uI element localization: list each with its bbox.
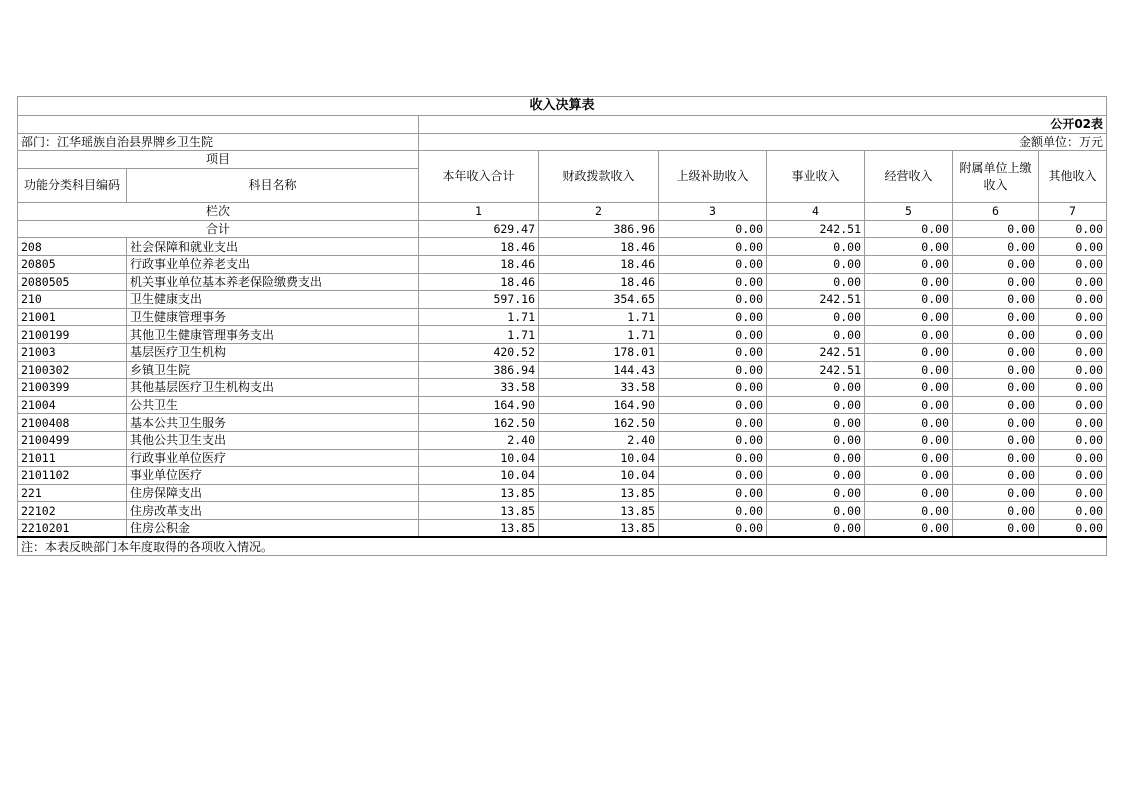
amount-cell: 0.00 (767, 431, 865, 449)
amount-cell: 0.00 (865, 467, 953, 485)
subject-name: 住房公积金 (127, 519, 419, 537)
subject-name: 其他公共卫生支出 (127, 431, 419, 449)
amount-cell: 0.00 (659, 484, 767, 502)
amount-cell: 18.46 (539, 238, 659, 256)
amount-cell: 597.16 (419, 291, 539, 309)
amount-cell: 0.00 (1039, 467, 1107, 485)
header-col7: 其他收入 (1039, 151, 1107, 203)
amount-cell: 0.00 (953, 467, 1039, 485)
amount-cell: 0.00 (1039, 326, 1107, 344)
subject-name: 基本公共卫生服务 (127, 414, 419, 432)
subject-code: 22102 (18, 502, 127, 520)
total-value: 0.00 (659, 220, 767, 238)
department-label: 部门：江华瑶族自治县界牌乡卫生院 (18, 133, 419, 151)
amount-cell: 0.00 (865, 484, 953, 502)
amount-cell: 0.00 (1039, 343, 1107, 361)
total-value: 386.96 (539, 220, 659, 238)
subject-code: 2210201 (18, 519, 127, 537)
amount-cell: 0.00 (767, 396, 865, 414)
column-index: 7 (1039, 203, 1107, 221)
table-row (18, 519, 1107, 537)
amount-cell: 2.40 (539, 431, 659, 449)
amount-cell: 0.00 (1039, 431, 1107, 449)
amount-cell: 0.00 (865, 308, 953, 326)
column-index: 6 (953, 203, 1039, 221)
amount-cell: 0.00 (953, 361, 1039, 379)
amount-cell: 162.50 (419, 414, 539, 432)
table-row (18, 379, 1107, 397)
amount-cell: 0.00 (953, 291, 1039, 309)
header-col6: 附属单位上缴收入 (953, 151, 1039, 203)
amount-cell: 13.85 (419, 484, 539, 502)
amount-cell: 0.00 (953, 255, 1039, 273)
amount-cell: 0.00 (1039, 291, 1107, 309)
subject-code: 21003 (18, 343, 127, 361)
amount-cell: 0.00 (659, 449, 767, 467)
amount-cell: 164.90 (539, 396, 659, 414)
subject-code: 20805 (18, 255, 127, 273)
amount-cell: 0.00 (865, 449, 953, 467)
amount-cell: 420.52 (419, 343, 539, 361)
subject-code: 221 (18, 484, 127, 502)
table-code: 公开02表 (419, 116, 1107, 134)
amount-cell: 0.00 (953, 326, 1039, 344)
amount-cell: 10.04 (419, 449, 539, 467)
amount-cell: 0.00 (953, 449, 1039, 467)
amount-cell: 13.85 (539, 519, 659, 537)
amount-cell: 0.00 (659, 291, 767, 309)
amount-cell: 0.00 (767, 308, 865, 326)
amount-cell: 13.85 (419, 502, 539, 520)
total-value: 629.47 (419, 220, 539, 238)
amount-cell: 0.00 (1039, 379, 1107, 397)
subject-name: 事业单位医疗 (127, 467, 419, 485)
amount-cell: 242.51 (767, 343, 865, 361)
amount-cell: 0.00 (659, 467, 767, 485)
amount-cell: 0.00 (865, 255, 953, 273)
subject-code: 2100399 (18, 379, 127, 397)
amount-cell: 0.00 (767, 484, 865, 502)
amount-cell: 0.00 (865, 343, 953, 361)
table-row (18, 273, 1107, 291)
amount-cell: 2.40 (419, 431, 539, 449)
amount-cell: 0.00 (767, 379, 865, 397)
table-row (18, 396, 1107, 414)
subject-name: 其他基层医疗卫生机构支出 (127, 379, 419, 397)
table-row (18, 449, 1107, 467)
amount-cell: 0.00 (953, 308, 1039, 326)
header-col1: 本年收入合计 (419, 151, 539, 203)
amount-cell: 0.00 (659, 361, 767, 379)
table-row (18, 484, 1107, 502)
report-title: 收入决算表 (18, 97, 1107, 116)
amount-cell: 18.46 (419, 255, 539, 273)
amount-cell: 0.00 (1039, 414, 1107, 432)
amount-cell: 0.00 (1039, 255, 1107, 273)
amount-cell: 0.00 (659, 396, 767, 414)
amount-cell: 0.00 (659, 502, 767, 520)
amount-cell: 0.00 (659, 308, 767, 326)
amount-cell: 0.00 (1039, 449, 1107, 467)
amount-cell: 0.00 (767, 326, 865, 344)
amount-cell: 164.90 (419, 396, 539, 414)
amount-cell: 0.00 (953, 273, 1039, 291)
amount-cell: 0.00 (865, 519, 953, 537)
total-label: 合计 (18, 220, 419, 238)
amount-cell: 0.00 (1039, 396, 1107, 414)
column-index: 2 (539, 203, 659, 221)
amount-cell: 0.00 (767, 238, 865, 256)
amount-cell: 0.00 (1039, 502, 1107, 520)
subject-code: 21001 (18, 308, 127, 326)
amount-cell: 0.00 (1039, 484, 1107, 502)
subject-name: 公共卫生 (127, 396, 419, 414)
subject-code: 2101102 (18, 467, 127, 485)
total-value: 0.00 (953, 220, 1039, 238)
amount-cell: 354.65 (539, 291, 659, 309)
amount-cell: 0.00 (953, 519, 1039, 537)
header-item: 项目 (18, 151, 419, 169)
amount-cell: 0.00 (1039, 308, 1107, 326)
amount-cell: 0.00 (659, 519, 767, 537)
amount-cell: 0.00 (865, 396, 953, 414)
table-row (18, 431, 1107, 449)
amount-cell: 0.00 (865, 361, 953, 379)
amount-cell: 0.00 (865, 291, 953, 309)
amount-cell: 0.00 (953, 484, 1039, 502)
amount-cell: 0.00 (865, 414, 953, 432)
amount-cell: 18.46 (539, 273, 659, 291)
amount-cell: 0.00 (659, 326, 767, 344)
subject-code: 21004 (18, 396, 127, 414)
subject-name: 乡镇卫生院 (127, 361, 419, 379)
amount-cell: 0.00 (659, 379, 767, 397)
subject-name: 卫生健康支出 (127, 291, 419, 309)
amount-cell: 178.01 (539, 343, 659, 361)
subject-code: 21011 (18, 449, 127, 467)
amount-cell: 0.00 (953, 431, 1039, 449)
amount-cell: 33.58 (539, 379, 659, 397)
amount-cell: 242.51 (767, 361, 865, 379)
amount-cell: 0.00 (659, 273, 767, 291)
amount-cell: 0.00 (953, 343, 1039, 361)
amount-cell: 0.00 (1039, 238, 1107, 256)
amount-cell: 33.58 (419, 379, 539, 397)
column-index: 3 (659, 203, 767, 221)
amount-cell: 0.00 (767, 519, 865, 537)
amount-cell: 0.00 (953, 238, 1039, 256)
amount-cell: 0.00 (767, 255, 865, 273)
amount-cell: 1.71 (539, 326, 659, 344)
header-col2: 财政拨款收入 (539, 151, 659, 203)
header-col3: 上级补助收入 (659, 151, 767, 203)
amount-cell: 0.00 (865, 238, 953, 256)
footnote: 注：本表反映部门本年度取得的各项收入情况。 (18, 537, 1107, 555)
amount-cell: 0.00 (767, 273, 865, 291)
total-value: 0.00 (1039, 220, 1107, 238)
table-row (18, 326, 1107, 344)
column-index: 1 (419, 203, 539, 221)
amount-cell: 10.04 (539, 467, 659, 485)
amount-cell: 13.85 (539, 502, 659, 520)
total-value: 0.00 (865, 220, 953, 238)
amount-cell: 0.00 (767, 467, 865, 485)
blank-cell (18, 116, 419, 134)
amount-cell: 0.00 (865, 379, 953, 397)
subject-name: 行政事业单位医疗 (127, 449, 419, 467)
table-row (18, 291, 1107, 309)
income-final-accounts-table (17, 96, 1107, 556)
amount-cell: 0.00 (953, 396, 1039, 414)
amount-cell: 0.00 (1039, 361, 1107, 379)
amount-cell: 162.50 (539, 414, 659, 432)
table-row (18, 238, 1107, 256)
amount-cell: 0.00 (767, 414, 865, 432)
amount-cell: 0.00 (1039, 519, 1107, 537)
table-row (18, 255, 1107, 273)
table-row (18, 467, 1107, 485)
table-row (18, 414, 1107, 432)
subject-name: 卫生健康管理事务 (127, 308, 419, 326)
amount-cell: 0.00 (767, 449, 865, 467)
subject-code: 2100499 (18, 431, 127, 449)
amount-cell: 10.04 (419, 467, 539, 485)
column-index: 5 (865, 203, 953, 221)
subject-code: 210 (18, 291, 127, 309)
table-row (18, 343, 1107, 361)
subject-code: 208 (18, 238, 127, 256)
unit-label: 金额单位：万元 (419, 133, 1107, 151)
subject-name: 机关事业单位基本养老保险缴费支出 (127, 273, 419, 291)
subject-name: 社会保障和就业支出 (127, 238, 419, 256)
header-code: 功能分类科目编码 (18, 169, 127, 203)
amount-cell: 0.00 (659, 238, 767, 256)
table-row (18, 308, 1107, 326)
table-row (18, 502, 1107, 520)
data-rows (18, 238, 1107, 538)
subject-name: 其他卫生健康管理事务支出 (127, 326, 419, 344)
subject-name: 基层医疗卫生机构 (127, 343, 419, 361)
amount-cell: 0.00 (953, 379, 1039, 397)
amount-cell: 0.00 (865, 431, 953, 449)
subject-code: 2080505 (18, 273, 127, 291)
amount-cell: 0.00 (659, 343, 767, 361)
amount-cell: 386.94 (419, 361, 539, 379)
column-index-label: 栏次 (18, 203, 419, 221)
amount-cell: 13.85 (419, 519, 539, 537)
amount-cell: 0.00 (953, 502, 1039, 520)
amount-cell: 0.00 (767, 502, 865, 520)
amount-cell: 1.71 (419, 326, 539, 344)
amount-cell: 0.00 (659, 431, 767, 449)
amount-cell: 13.85 (539, 484, 659, 502)
amount-cell: 18.46 (539, 255, 659, 273)
subject-code: 2100408 (18, 414, 127, 432)
amount-cell: 18.46 (419, 273, 539, 291)
amount-cell: 1.71 (419, 308, 539, 326)
amount-cell: 0.00 (865, 502, 953, 520)
amount-cell: 1.71 (539, 308, 659, 326)
header-col4: 事业收入 (767, 151, 865, 203)
total-value: 242.51 (767, 220, 865, 238)
amount-cell: 0.00 (865, 273, 953, 291)
subject-code: 2100302 (18, 361, 127, 379)
subject-code: 2100199 (18, 326, 127, 344)
amount-cell: 242.51 (767, 291, 865, 309)
amount-cell: 10.04 (539, 449, 659, 467)
amount-cell: 0.00 (953, 414, 1039, 432)
amount-cell: 0.00 (659, 414, 767, 432)
header-col5: 经营收入 (865, 151, 953, 203)
amount-cell: 18.46 (419, 238, 539, 256)
header-name: 科目名称 (127, 169, 419, 203)
table-row (18, 361, 1107, 379)
subject-name: 住房保障支出 (127, 484, 419, 502)
subject-name: 行政事业单位养老支出 (127, 255, 419, 273)
amount-cell: 0.00 (659, 255, 767, 273)
amount-cell: 0.00 (1039, 273, 1107, 291)
subject-name: 住房改革支出 (127, 502, 419, 520)
column-index: 4 (767, 203, 865, 221)
amount-cell: 0.00 (865, 326, 953, 344)
amount-cell: 144.43 (539, 361, 659, 379)
